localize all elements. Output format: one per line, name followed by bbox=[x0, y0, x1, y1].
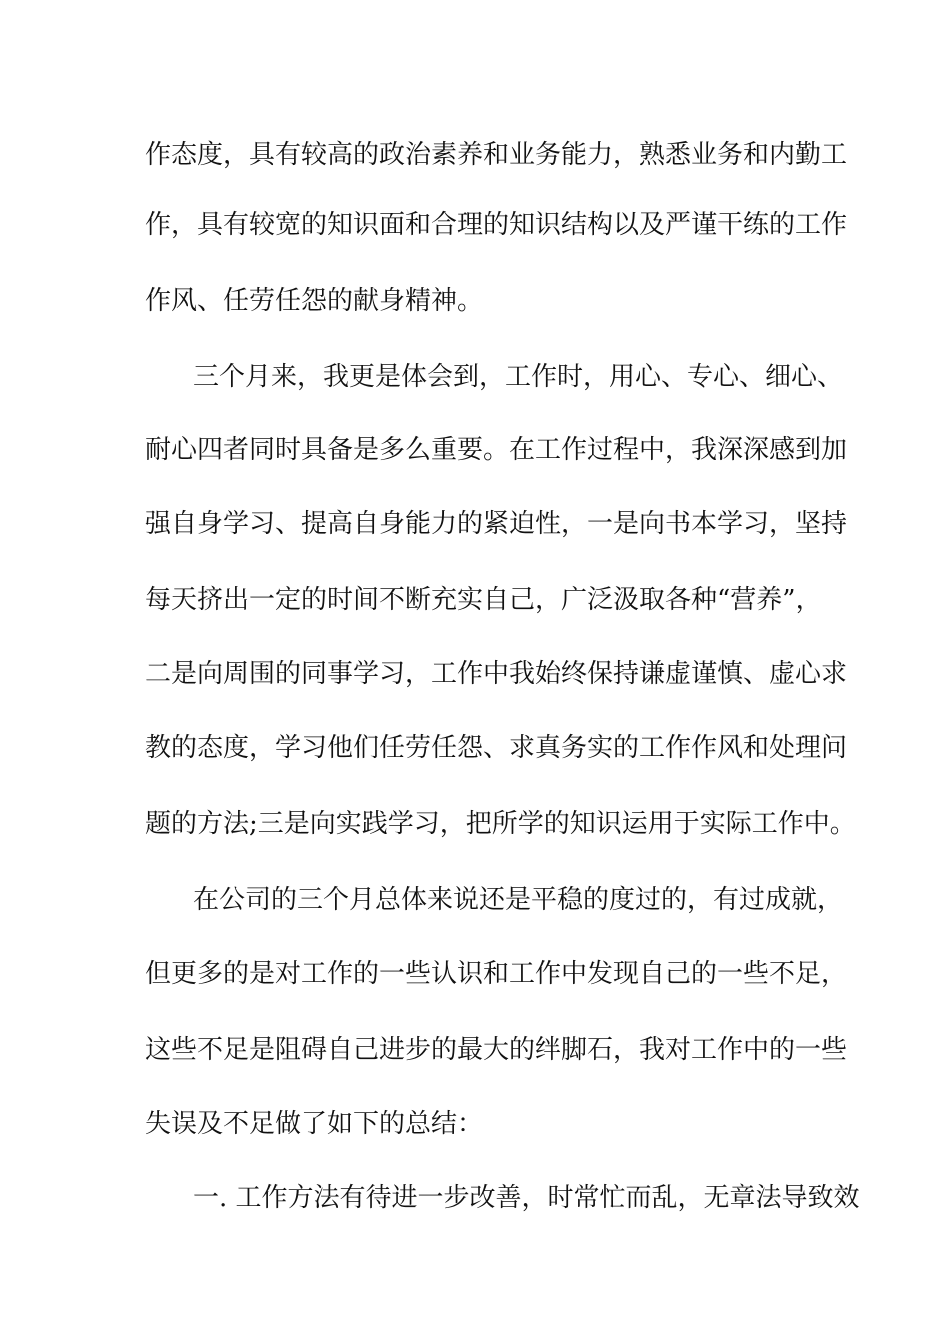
text-line: 在公司的三个月总体来说还是平稳的度过的，有过成就， bbox=[193, 885, 844, 915]
text-line: 一. 工作方法有待进一步改善，时常忙而乱，无章法导致效 bbox=[193, 1183, 860, 1213]
text-line: 失误及不足做了如下的总结： bbox=[145, 1109, 484, 1139]
text-line: 三个月来，我更是体会到，工作时，用心、专心、细心、 bbox=[193, 362, 844, 392]
text-line: 作，具有较宽的知识面和合理的知识结构以及严谨干练的工作 bbox=[145, 210, 848, 240]
text-line: 教的态度，学习他们任劳任怨、求真务实的工作作风和处理问 bbox=[145, 733, 848, 763]
text-line: 这些不足是阻碍自己进步的最大的绊脚石，我对工作中的一些 bbox=[145, 1035, 848, 1065]
text-line: 耐心四者同时具备是多么重要。在工作过程中，我深深感到加 bbox=[145, 435, 848, 465]
text-line: 作风、任劳任怨的献身精神。 bbox=[145, 286, 484, 316]
text-line: 每天挤出一定的时间不断充实自己，广泛汲取各种“营养”， bbox=[145, 585, 822, 615]
text-line: 二是向周围的同事学习，工作中我始终保持谦虚谨慎、虚心求 bbox=[145, 659, 848, 689]
text-line: 题的方法;三是向实践学习，把所学的知识运用于实际工作中。 bbox=[145, 809, 856, 839]
text-line: 但更多的是对工作的一些认识和工作中发现自己的一些不足， bbox=[145, 959, 848, 989]
text-line: 作态度，具有较高的政治素养和业务能力，熟悉业务和内勤工 bbox=[145, 140, 848, 170]
text-line: 强自身学习、提高自身能力的紧迫性，一是向书本学习，坚持 bbox=[145, 509, 848, 539]
